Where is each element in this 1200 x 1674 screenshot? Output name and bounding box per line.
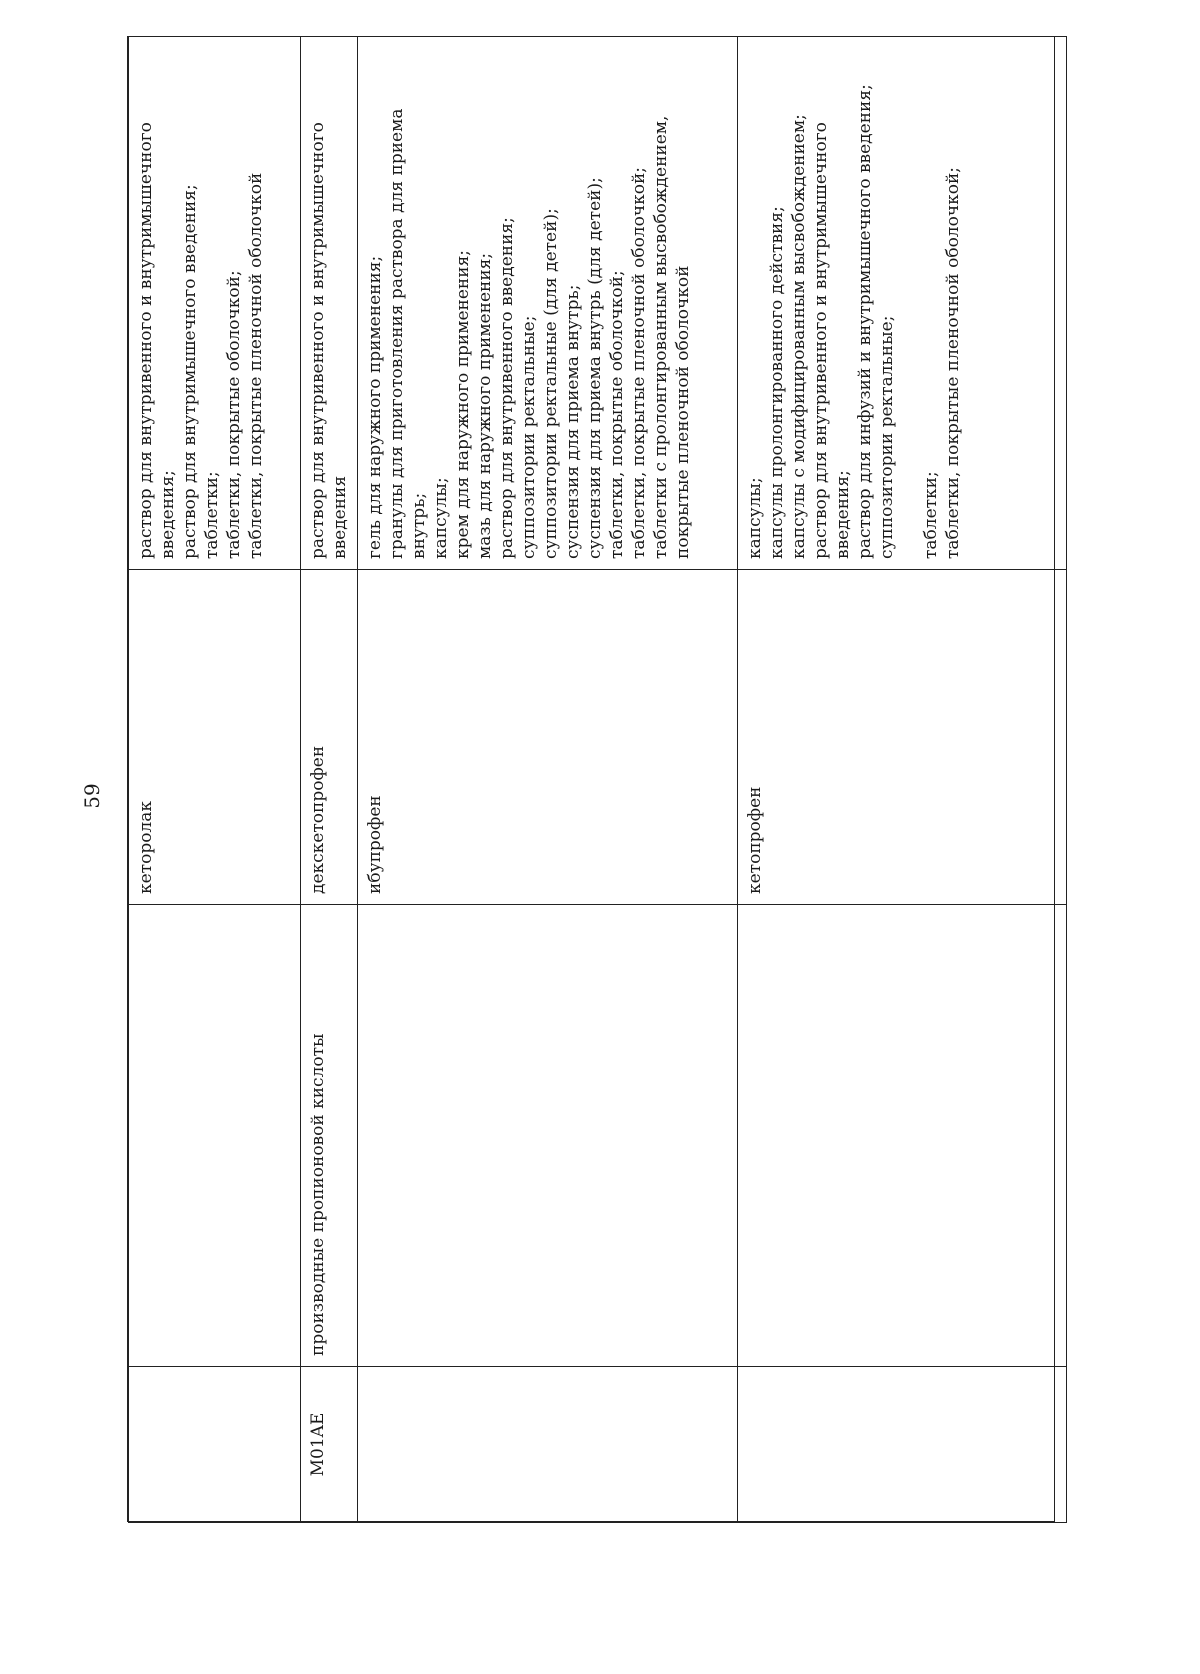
- dosage-form-item: таблетки, покрытые пленочной оболочкой;: [629, 167, 649, 559]
- atc-code-cell: [738, 1367, 1067, 1523]
- dosage-form-item: таблетки, покрытые пленочной оболочкой: [246, 172, 266, 559]
- group-cell: [358, 905, 738, 1367]
- atc-code-cell: [358, 1367, 738, 1523]
- dosage-form-item: таблетки, покрытые оболочкой;: [607, 270, 627, 559]
- table-body: [129, 37, 1067, 1523]
- dosage-form-spacer: [898, 47, 920, 559]
- table-row: [301, 37, 358, 1523]
- drug-name-cell: ибупрофен: [358, 570, 738, 905]
- atc-code-cell: M01AE: [301, 1367, 358, 1523]
- group-cell: [738, 905, 1067, 1367]
- dosage-forms-list: [307, 47, 351, 559]
- table-row: [358, 37, 738, 1523]
- group-cell: [129, 905, 301, 1367]
- dosage-form-item: крем для наружного применения;: [453, 249, 473, 559]
- drug-name-cell: кетопрофен: [738, 570, 1067, 905]
- dosage-form-item: гранулы для приготовления раствора для приема внутрь;: [387, 108, 429, 559]
- drug-name-cell: кеторолак: [129, 570, 301, 905]
- dosage-form-item: суппозитории ректальные;: [519, 315, 539, 559]
- table-row: [129, 37, 301, 1523]
- rotated-table-container: [128, 37, 1056, 1523]
- dosage-form-item: раствор для внутривенного и внутримышечного введения;: [136, 122, 178, 559]
- dosage-forms-cell: [129, 37, 301, 570]
- dosage-forms-list: [364, 47, 694, 559]
- dosage-forms-list: [744, 47, 964, 559]
- dosage-forms-cell: [738, 37, 1067, 570]
- dosage-form-item: капсулы пролонгированного действия;: [767, 206, 787, 559]
- drug-name-cell: декскетопрофен: [301, 570, 358, 905]
- dosage-form-item: таблетки, покрытые оболочкой;: [224, 270, 244, 559]
- dosage-form-item: таблетки, покрытые пленочной оболочкой;: [943, 167, 963, 559]
- dosage-form-item: гель для наружного применения;: [365, 255, 385, 559]
- dosage-form-item: таблетки;: [921, 471, 941, 559]
- dosage-form-item: таблетки с пролонгированным высвобождением, покрытые пленочной оболочкой: [651, 115, 693, 559]
- dosage-form-item: капсулы;: [431, 477, 451, 559]
- dosage-form-item: раствор для внутривенного и внутримышечного введения;: [811, 122, 853, 559]
- group-cell: производные пропионовой кислоты: [301, 905, 358, 1367]
- dosage-form-item: раствор для внутривенного и внутримышечного введения: [308, 122, 350, 559]
- dosage-form-item: суппозитории ректальные (для детей);: [541, 208, 561, 559]
- dosage-form-item: раствор для внутривенного введения;: [497, 217, 517, 559]
- dosage-form-item: раствор для инфузий и внутримышечного введения;: [855, 84, 875, 559]
- dosage-form-item: суспензия для приема внутрь;: [563, 284, 583, 559]
- dosage-form-item: капсулы с модифицированным высвобождением;: [789, 114, 809, 559]
- dosage-form-item: капсулы;: [745, 477, 765, 559]
- dosage-form-item: суспензия для приема внутрь (для детей);: [585, 177, 605, 559]
- dosage-forms-cell: [301, 37, 358, 570]
- dosage-form-item: суппозитории ректальные;: [877, 315, 897, 559]
- dosage-forms-list: [135, 47, 267, 559]
- drug-table-frame: [127, 36, 1055, 1522]
- dosage-forms-cell: [358, 37, 738, 570]
- dosage-form-item: мазь для наружного применения;: [475, 252, 495, 559]
- page-number: 59: [80, 783, 104, 809]
- drug-table: [128, 36, 1067, 1523]
- dosage-form-item: раствор для внутримышечного введения;: [180, 184, 200, 559]
- dosage-form-item: таблетки;: [202, 471, 222, 559]
- table-row: [738, 37, 1067, 1523]
- atc-code-cell: [129, 1367, 301, 1523]
